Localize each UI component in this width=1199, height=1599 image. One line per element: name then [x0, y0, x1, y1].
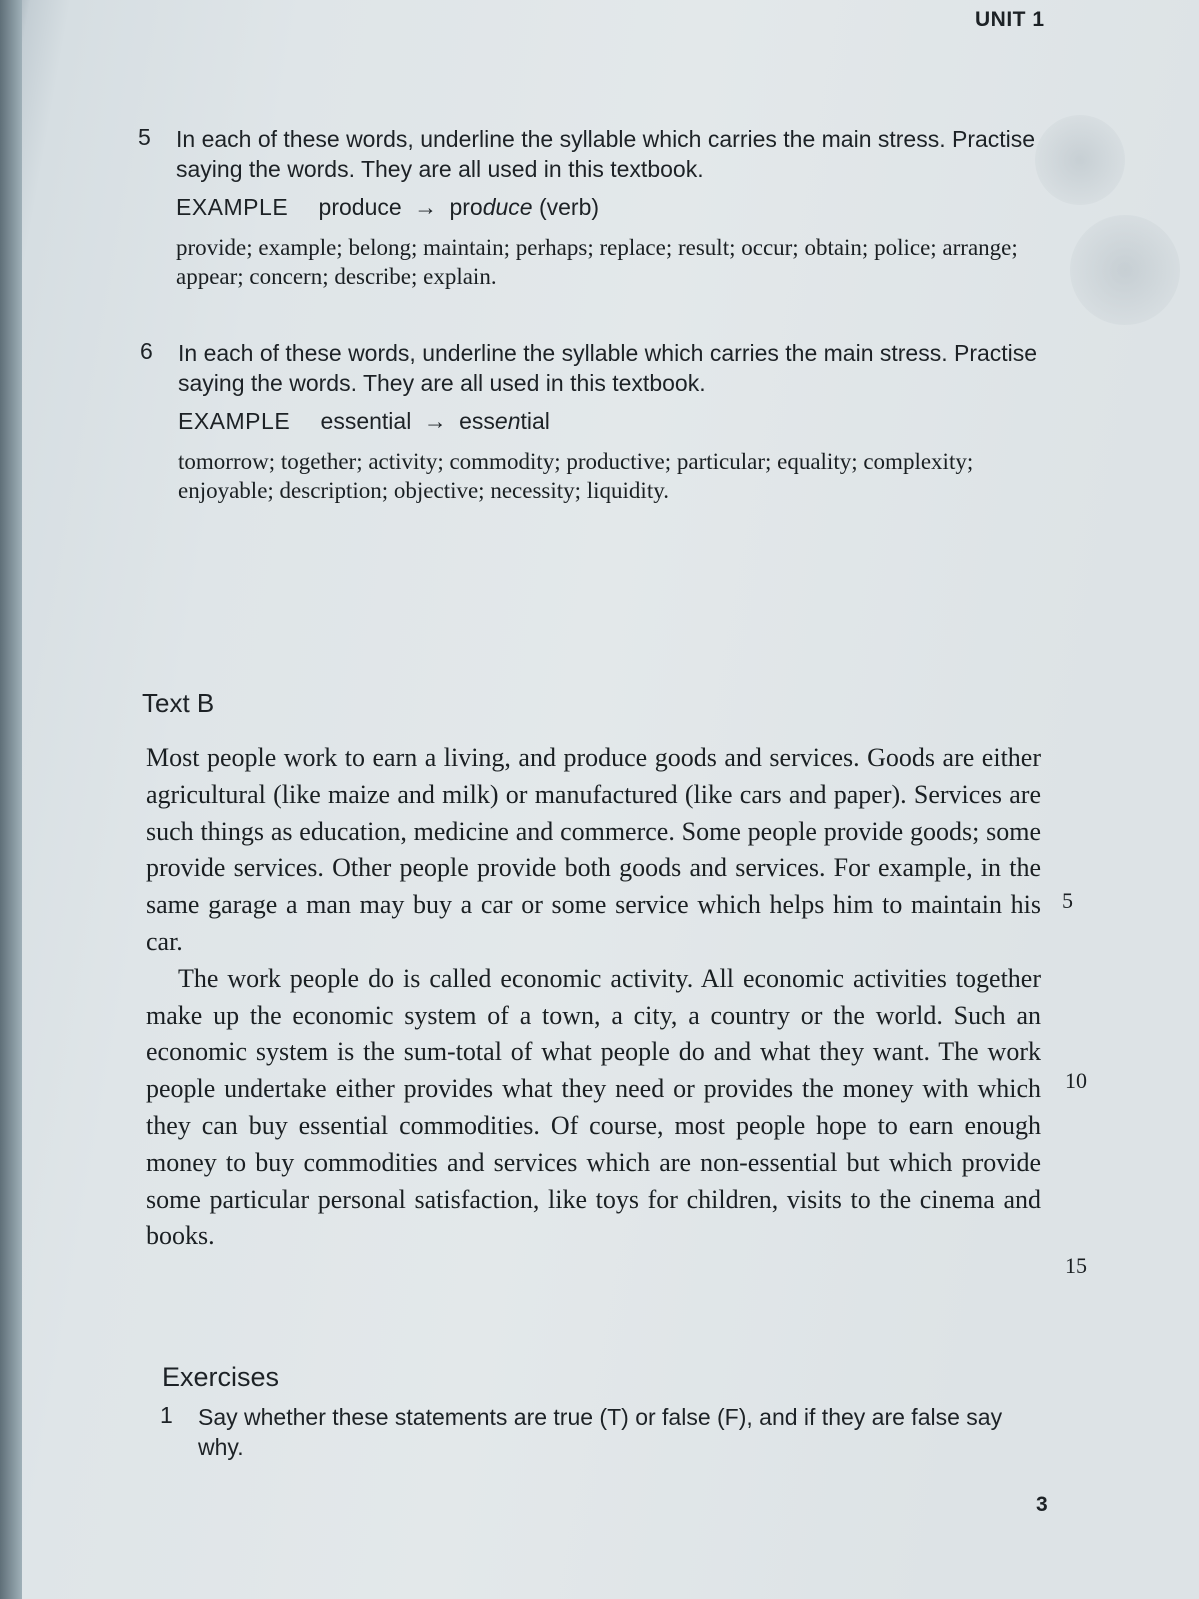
line-number: 10: [1065, 1068, 1087, 1093]
arrow-icon: →: [423, 408, 447, 434]
example-label: EXAMPLE: [176, 194, 289, 220]
passage-paragraph: Most people work to earn a living, and produce goods and services. Goods are either agricultural (like maize and milk) or manufactured (like cars and paper). Services are such things as education, medicine and commerce. Some people provide goods; some provide services. Other people provide both goods and services. For example, in the same garage a man may buy a car or some service which helps him to maintain his car.: [146, 743, 1041, 956]
page-number: 3: [1036, 1493, 1048, 1516]
example-note: (verb): [538, 194, 600, 220]
page-binding-edge: [0, 0, 22, 1599]
stressed-syllable: en: [494, 408, 521, 434]
example-line: [176, 194, 1056, 221]
arrow-icon: →: [414, 194, 438, 220]
reading-passage: [146, 740, 1041, 1255]
example-line: [178, 408, 1058, 435]
exercise-body: [176, 124, 1056, 291]
word-list: provide; example; belong; maintain; perhaps; replace; result; occur; obtain; police; arrange; appear; concern; describe; explain.: [176, 235, 1018, 289]
example-label: EXAMPLE: [178, 408, 291, 434]
stressed-syllable: duce: [482, 194, 533, 220]
show-through-smudge: [1070, 215, 1180, 325]
exercise-instruction: In each of these words, underline the syllable which carries the main stress. Practise saying the words. They are all used in this textbook.: [178, 340, 1038, 396]
example-word: produce: [318, 194, 402, 220]
example-stressed-word: produce: [449, 194, 533, 220]
line-number: 15: [1065, 1253, 1087, 1278]
exercise-number: 6: [140, 338, 153, 364]
question-text: Say whether these statements are true (T) or false (F), and if they are false say why.: [198, 1404, 1003, 1460]
passage-paragraph: The work people do is called economic activity. All economic activities together make up the economic system of a town, a city, a country or the world. Such an economic system is the sum-total of what people do and what they want. The work people undertake either provides what they need or provides the money with which they can buy essential commodities. Of course, most people hope to earn enough money to buy commodities and services which are non-essential but which provide some particular personal satisfaction, like toys for children, visits to the cinema and books.: [146, 963, 1041, 1251]
exercise-body: [178, 338, 1058, 505]
example-stressed-word: essential: [459, 408, 550, 434]
word-list: tomorrow; together; activity; commodity; productive; particular; equality; complexity; enjoyable; description; objective; necessity; liquidity.: [178, 449, 974, 503]
section-title: Text B: [142, 688, 215, 718]
question-number: 1: [160, 1402, 173, 1428]
exercise-instruction: In each of these words, underline the syllable which carries the main stress. Practise saying the words. They are all used in this textbook.: [176, 126, 1036, 182]
unit-label: UNIT 1: [975, 8, 1045, 31]
example-word: essential: [320, 408, 412, 434]
exercises-heading: Exercises: [162, 1362, 280, 1392]
exercise-number: 5: [138, 124, 151, 150]
line-number: 5: [1062, 888, 1073, 913]
